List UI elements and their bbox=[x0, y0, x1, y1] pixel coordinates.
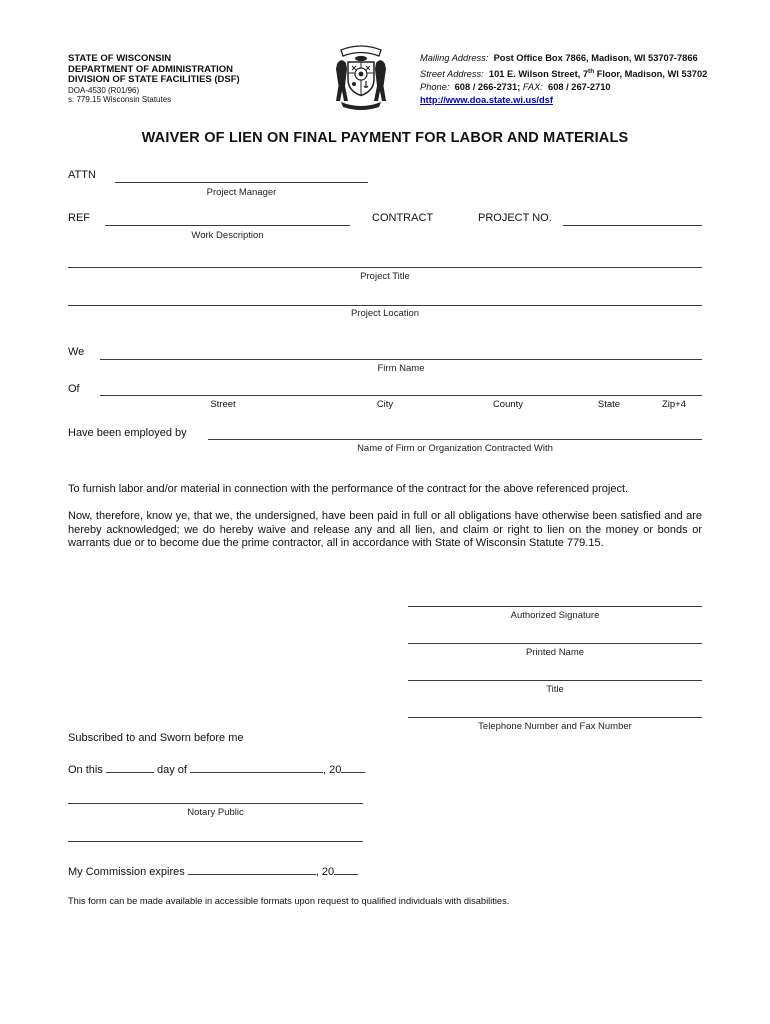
year-blank[interactable] bbox=[341, 761, 365, 773]
agency-header bbox=[68, 54, 240, 105]
contract-label: CONTRACT bbox=[372, 212, 434, 224]
phone-fax-row bbox=[420, 81, 720, 94]
zip-caption: Zip+4 bbox=[661, 399, 687, 410]
street-caption: Street bbox=[210, 399, 236, 410]
project-no-label: PROJECT NO. bbox=[478, 212, 552, 224]
mailing-address-value: Post Office Box 7866, Madison, WI 53707-7866 bbox=[493, 53, 698, 63]
ref-input-line[interactable] bbox=[105, 213, 350, 226]
printed-name-input-line[interactable] bbox=[408, 631, 702, 644]
wisconsin-coat-of-arms-icon bbox=[328, 41, 394, 113]
commission-date-blank[interactable] bbox=[188, 863, 316, 875]
mailing-address-label: Mailing Address: bbox=[420, 53, 489, 63]
notary-public-input-line[interactable] bbox=[68, 791, 363, 804]
firm-name-input-line[interactable] bbox=[100, 347, 702, 360]
authorized-signature-caption: Authorized Signature bbox=[510, 610, 600, 621]
notary-extra-input-line[interactable] bbox=[68, 829, 363, 842]
statute-reference: s. 779.15 Wisconsin Statutes bbox=[68, 95, 172, 104]
year-prefix: , 20 bbox=[323, 764, 342, 776]
contact-header bbox=[420, 52, 720, 107]
agency-line-1: STATE OF WISCONSIN bbox=[68, 53, 172, 64]
project-location-caption: Project Location bbox=[350, 308, 420, 319]
address-input-line[interactable] bbox=[100, 383, 702, 396]
project-no-input-line[interactable] bbox=[563, 213, 702, 226]
project-location-input-line[interactable] bbox=[68, 292, 702, 306]
phone-value: 608 / 266-2731; bbox=[454, 82, 521, 93]
mailing-address-row bbox=[420, 52, 720, 65]
paragraph-furnish: To furnish labor and/or material in connection with the performance of the contract for the above referenced project. bbox=[68, 483, 629, 495]
authorized-signature-input-line[interactable] bbox=[408, 594, 702, 607]
street-address-row bbox=[420, 65, 720, 81]
notary-public-caption: Notary Public bbox=[187, 807, 244, 818]
form-number: DOA-4530 (R01/96) bbox=[68, 85, 140, 95]
project-title-caption: Project Title bbox=[360, 271, 410, 282]
phone-label: Phone: bbox=[420, 82, 450, 93]
street-address-value: 101 E. Wilson Street, 7th Floor, Madison, WI 53702 bbox=[488, 68, 708, 80]
firm-name-caption: Firm Name bbox=[377, 363, 425, 374]
county-caption: County bbox=[492, 399, 524, 410]
city-caption: City bbox=[376, 399, 394, 410]
paragraph-waiver: Now, therefore, know ye, that we, the undersigned, have been paid in full or all obligations have otherwise been satisfied and are hereby acknowledged; we do hereby waive and release any and all lien, and claim or right to lien on the money or bonds or warrants due or to become due the prime contractor, all in accordance with State of Wisconsin Statute 779.15. bbox=[68, 510, 702, 549]
attn-input-line[interactable] bbox=[115, 170, 368, 183]
commission-row bbox=[68, 863, 358, 878]
day-of-label: day of bbox=[156, 764, 187, 776]
we-label: We bbox=[68, 346, 85, 358]
employed-by-input-line[interactable] bbox=[208, 427, 702, 440]
agency-line-3: DIVISION OF STATE FACILITIES (DSF) bbox=[68, 74, 240, 85]
fax-label: FAX: bbox=[522, 82, 543, 93]
sworn-text: Subscribed to and Sworn before me bbox=[68, 732, 244, 744]
title-caption: Title bbox=[546, 684, 564, 695]
employed-by-label: Have been employed by bbox=[68, 427, 187, 439]
fax-value: 608 / 267-2710 bbox=[548, 82, 611, 93]
website-link[interactable]: http://www.doa.state.wi.us/dsf bbox=[420, 95, 553, 106]
ref-caption: Work Description bbox=[191, 230, 264, 241]
form-title: WAIVER OF LIEN ON FINAL PAYMENT FOR LABOR AND MATERIALS bbox=[141, 130, 629, 146]
title-input-line[interactable] bbox=[408, 668, 702, 681]
attn-label: ATTN bbox=[68, 169, 96, 181]
commission-year-blank[interactable] bbox=[334, 863, 358, 875]
telephone-fax-caption: Telephone Number and Fax Number bbox=[478, 721, 632, 732]
commission-label: My Commission expires bbox=[68, 866, 185, 878]
printed-name-caption: Printed Name bbox=[525, 647, 585, 658]
on-this-row bbox=[68, 761, 365, 776]
street-address-label: Street Address: bbox=[420, 69, 484, 80]
of-label: Of bbox=[68, 383, 80, 395]
month-blank[interactable] bbox=[190, 761, 323, 773]
on-this-label: On this bbox=[68, 764, 103, 776]
ref-label: REF bbox=[68, 212, 90, 224]
state-caption: State bbox=[597, 399, 621, 410]
attn-caption: Project Manager bbox=[206, 187, 277, 198]
day-number-blank[interactable] bbox=[106, 761, 154, 773]
project-title-input-line[interactable] bbox=[68, 254, 702, 268]
commission-year-prefix: , 20 bbox=[315, 866, 335, 878]
telephone-fax-input-line[interactable] bbox=[408, 705, 702, 718]
employed-by-caption: Name of Firm or Organization Contracted With bbox=[357, 443, 553, 454]
agency-line-2: DEPARTMENT OF ADMINISTRATION bbox=[68, 63, 234, 75]
accessibility-note: This form can be made available in accessible formats upon request to qualified individuals with disabilities. bbox=[68, 896, 510, 906]
